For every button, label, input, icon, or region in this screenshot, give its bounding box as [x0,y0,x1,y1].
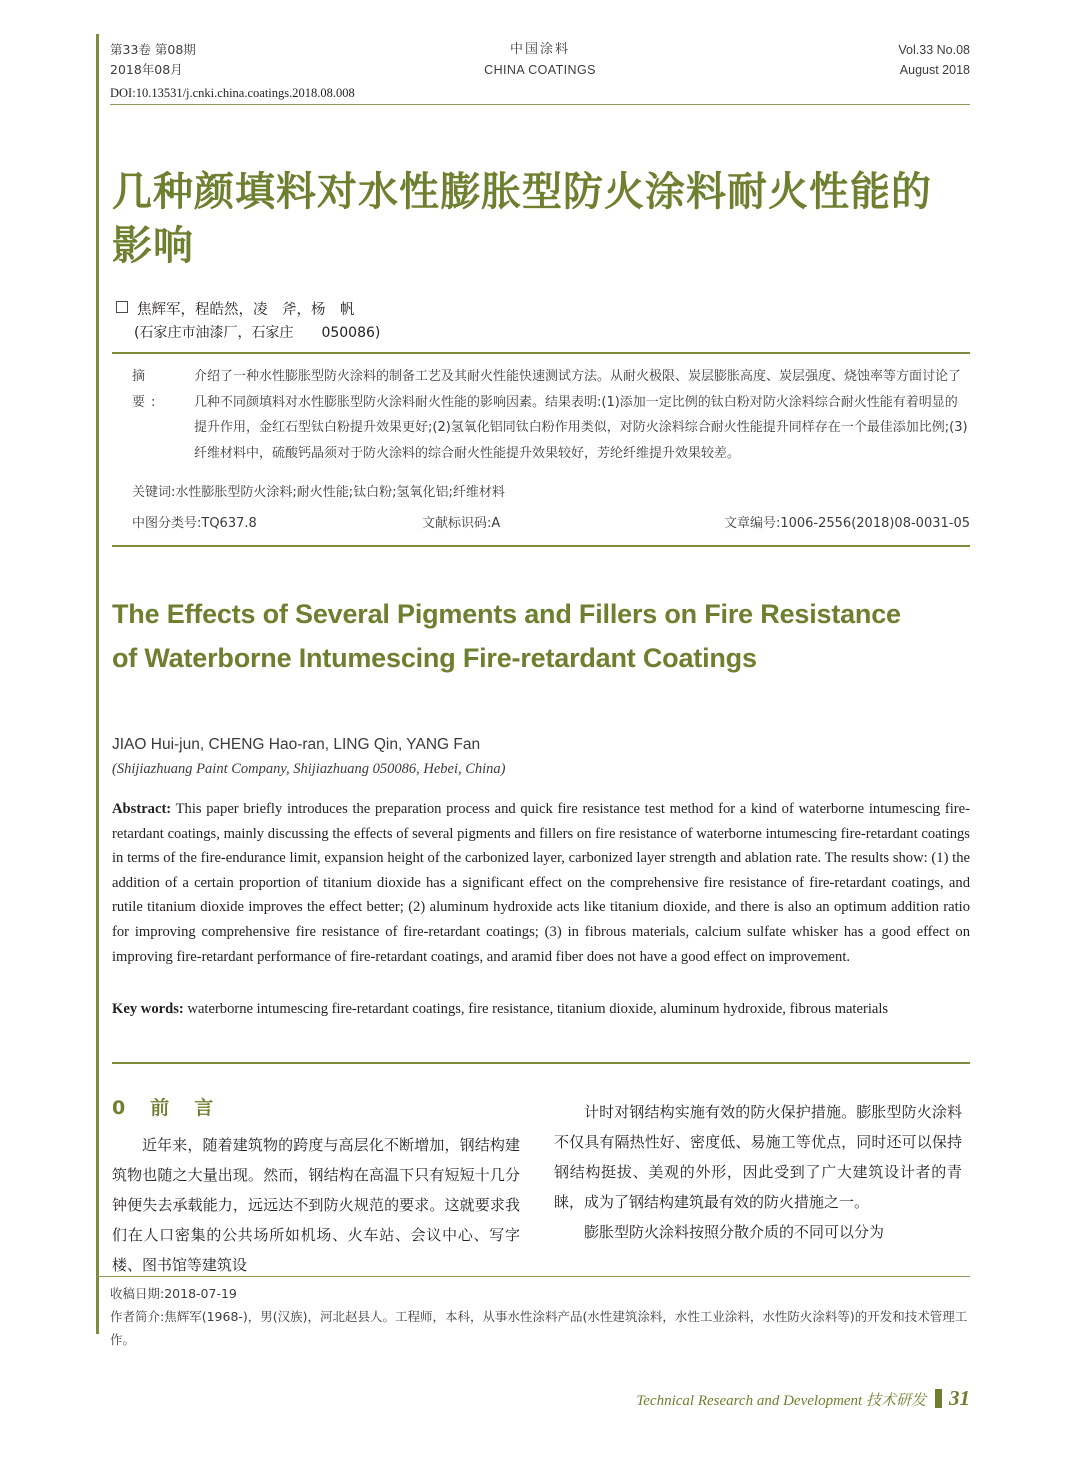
abstract-cn-text: 介绍了一种水性膨胀型防火涂料的制备工艺及其耐火性能快速测试方法。从耐火极限、炭层膨胀高度、炭层强度、烧蚀率等方面讨论了几种不同颜填料对水性膨胀型防火涂料耐火性能的影响因素。结果表明:(1)添加一定比例的钛白粉对防火涂料综合耐火性能有着明显的提升作用，金红石型钛白粉提升效果更好;(2)氢氧化铝同钛白粉作用类似，对防火涂料综合耐火性能提升同样存在一个最佳添加比例;(3)纤维材料中，硫酸钙晶须对于防火涂料的综合耐火性能提升效果较好，芳纶纤维提升效果较差。 [194,369,968,461]
footnotes [110,1282,972,1351]
abstract-bottom-rule [112,545,970,547]
footer-bar-decoration [935,1389,942,1408]
page-title-en: The Effects of Several Pigments and Fillers on Fire Resistance of Waterborne Intumescing Fire-retardant Coatings [112,599,901,673]
authors-cn-text: 焦辉军，程皓然，凌 斧，杨 帆 [137,302,355,318]
header-volume-en: Vol.33 No.08 [898,43,970,57]
abstract-top-rule [112,352,970,354]
page-title-cn: 几种颜填料对水性膨胀型防火涂料耐火性能的影响 [112,169,932,269]
clc-code: 中图分类号:TQ637.8 [132,516,257,531]
header-journal-block [110,40,970,80]
abstract-en-label: Abstract: [112,801,172,817]
keywords-en-label: Key words: [112,1001,184,1017]
page-header [110,40,970,88]
keywords-en [112,997,970,1022]
authors-en: JIAO Hui-jun, CHENG Hao-ran, LING Qin, YANG Fan [112,736,481,753]
journal-name-cn: 中国涂料 [509,42,570,57]
square-bullet-icon [116,301,128,313]
header-volume-line1: 第33卷 第08期 [110,42,196,57]
received-date: 收稿日期:2018-07-19 [110,1286,237,1301]
header-divider [110,104,970,105]
body-paragraph: 膨胀型防火涂料按照分散介质的不同可以分为 [584,1223,885,1241]
authors-cn [116,298,976,322]
abstract-en-text: This paper briefly introduces the preparation process and quick fire resistance test method for a kind of waterborne intumescing fire-retardant coatings, mainly discussing the effects of several pigments and fillers on fire resistance of waterborne intumescing fire-retardant coatings in terms of the fire-endurance limit, expansion height of the carbonized layer, carbonized layer strength and ablation rate. The results show: (1) the addition of a certain proportion of titanium dioxide has a significant effect on the comprehensive fire resistance of fire-retardant coatings, and rutile titanium dioxide improves the effect better; (2) aluminum hydroxide acts like titanium dioxide, and there is also an optimum addition ratio for improving comprehensive fire resistance of fire-retardant coatings; (3) in fibrous materials, calcium sulfate whisker has a good effect on improving fire-retardant performance of fire-retardant coatings, and aramid fiber does not have a good effect on improvement. [112,801,970,965]
left-vertical-rule [96,34,99,1334]
article-number: 文章编号:1006-2556(2018)08-0031-05 [723,516,970,531]
doi-text: DOI:10.13531/j.cnki.china.coatings.2018.08.008 [110,86,355,100]
section-heading: 0 前 言 [112,1097,217,1119]
body-paragraph: 近年来，随着建筑物的跨度与高层化不断增加，钢结构建筑物也随之大量出现。然而，钢结构在高温下只有短短十几分钟便失去承载能力，远远达不到防火规范的要求。这就要求我们在人口密集的公共场所如机场、火车站、会议中心、写字楼、图书馆等建筑设 [112,1136,520,1274]
abstract-en [112,797,970,969]
page-footer [636,1386,970,1411]
footer-label-cn: 技术研发 [865,1393,926,1409]
keywords-cn: 关键词:水性膨胀型防火涂料;耐火性能;钛白粉;氢氧化铝;纤维材料 [132,485,505,500]
header-issue-block [898,40,970,80]
document-code: 文献标识码:A [422,516,501,531]
abstract-cn [132,364,968,466]
abstract-cn-label: 摘 要: [132,369,171,410]
author-bio: 作者简介:焦辉军(1968-)，男(汉族)，河北赵县人。工程师，本科，从事水性涂料产品(水性建筑涂料，水性工业涂料，水性防火涂料等)的开发和技术管理工作。 [110,1309,968,1347]
affiliation-en: (Shijiazhuang Paint Company, Shijiazhuang 050086, Hebei, China) [112,761,506,777]
body-column-right [554,1097,962,1247]
header-date-en: August 2018 [899,63,970,77]
keywords-en-text: waterborne intumescing fire-retardant coatings, fire resistance, titanium dioxide, aluminum hydroxide, fibrous materials [183,1001,889,1017]
body-column-left [112,1130,520,1280]
page-number: 31 [949,1386,970,1410]
footnote-divider [96,1276,970,1277]
body-top-rule [112,1062,970,1064]
affiliation-cn: (石家庄市油漆厂，石家庄 050086) [134,325,381,341]
header-volume-line2: 2018年08月 [110,62,183,77]
body-paragraph: 计时对钢结构实施有效的防火保护措施。膨胀型防火涂料不仅具有隔热性好、密度低、易施工等优点，同时还可以保持钢结构挺拔、美观的外形，因此受到了广大建筑设计者的青睐，成为了钢结构建筑最有效的防火措施之一。 [554,1103,962,1211]
footer-label-en: Technical Research and Development [636,1393,863,1409]
journal-name-en: CHINA COATINGS [484,63,596,77]
